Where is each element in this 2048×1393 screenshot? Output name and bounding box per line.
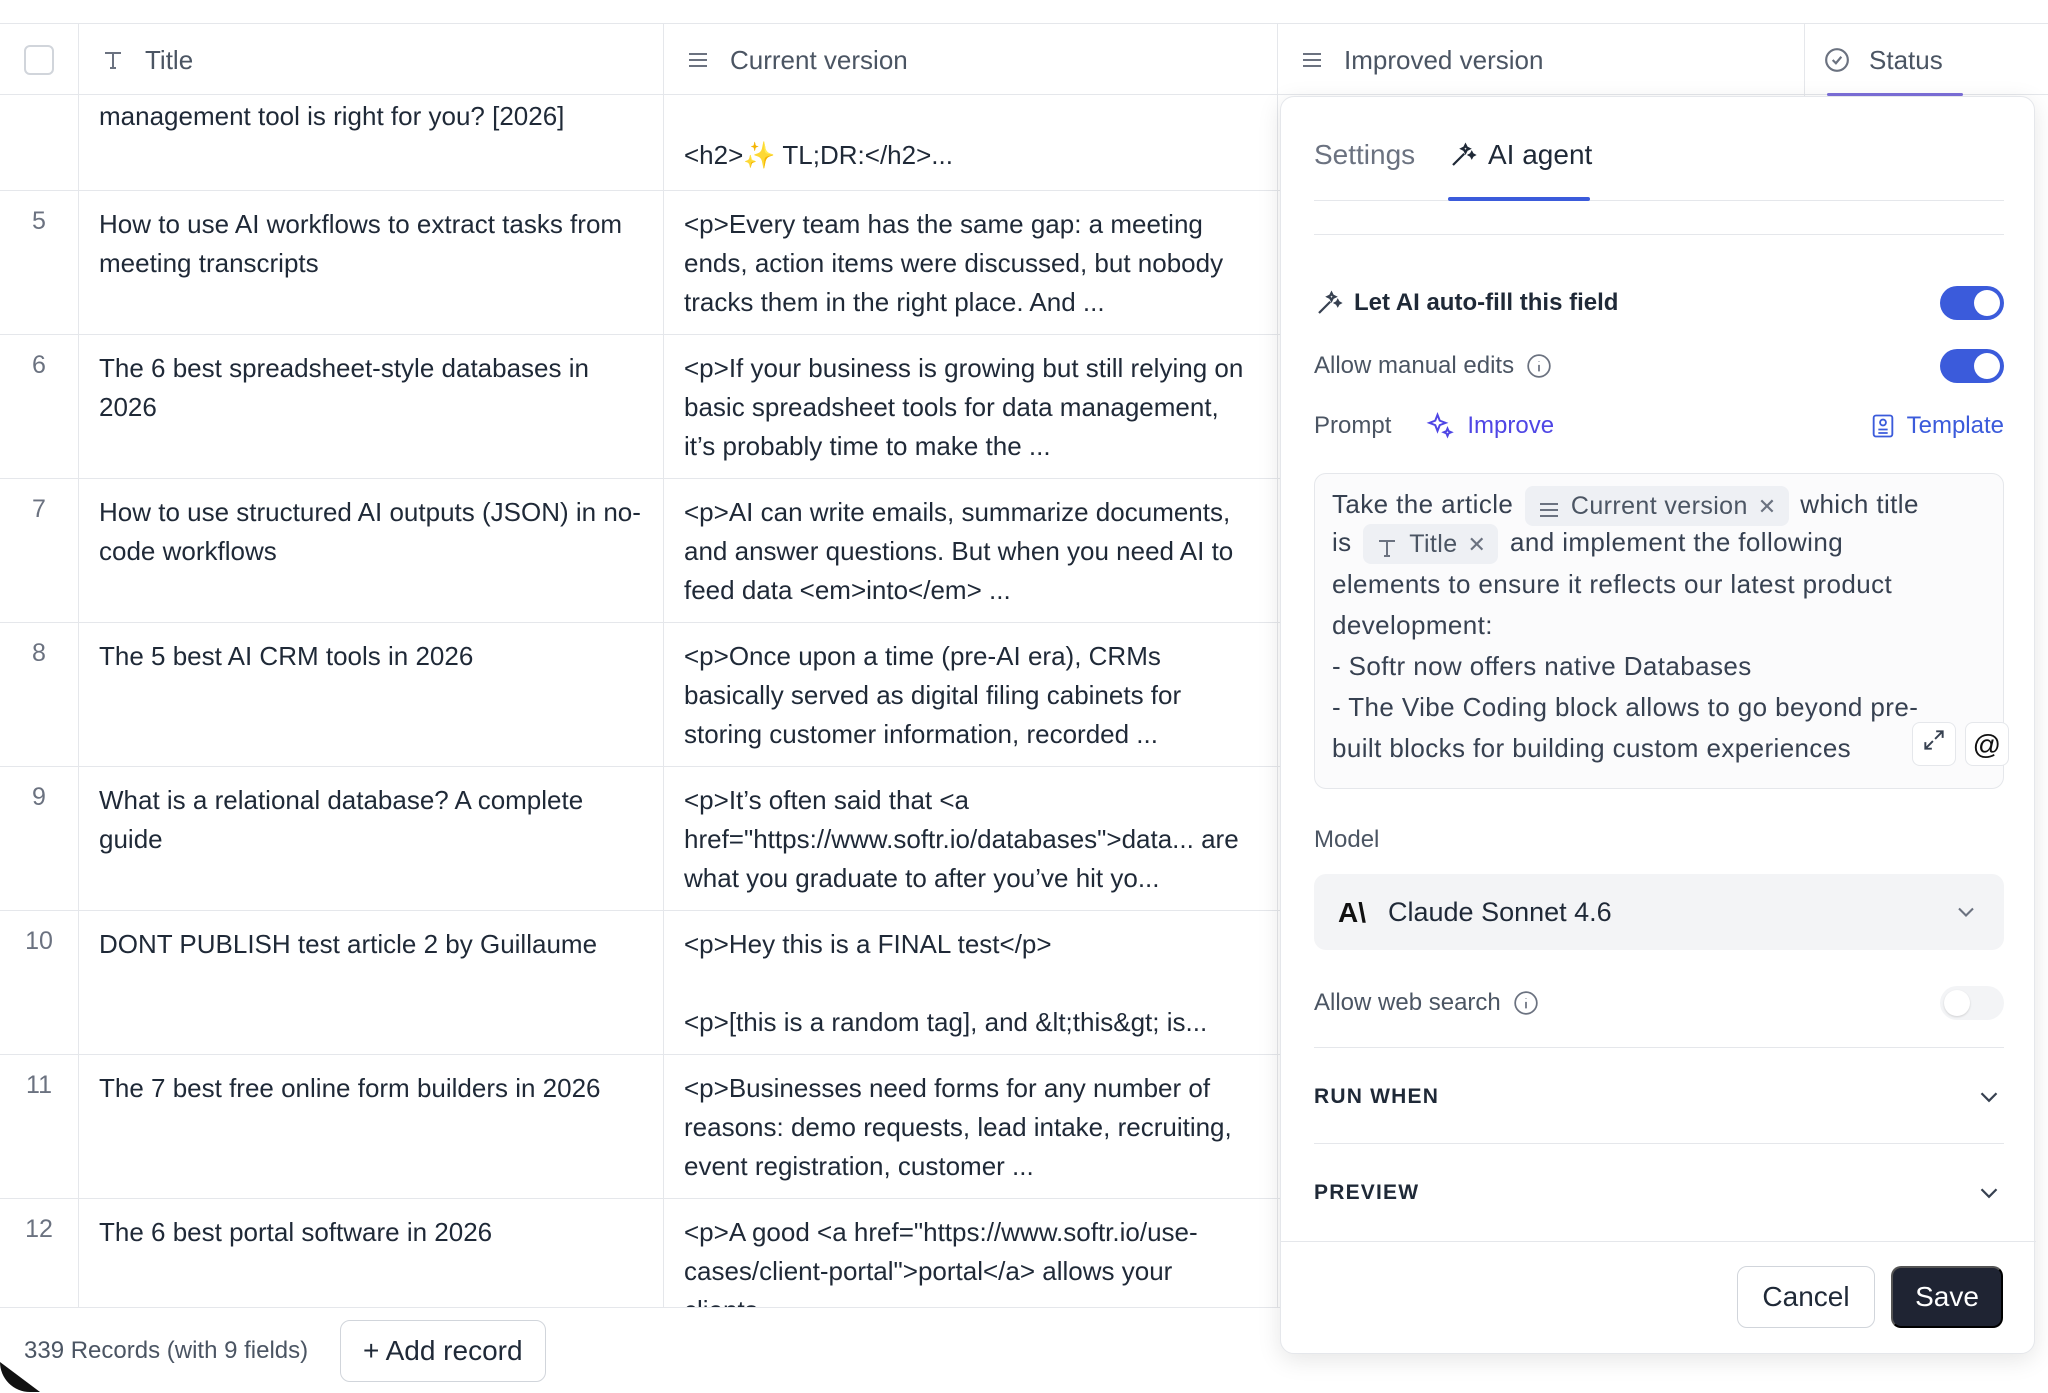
prompt-text: is xyxy=(1332,527,1352,558)
prompt-line: elements to ensure it reflects our latest product xyxy=(1332,569,1893,600)
row-number xyxy=(0,95,79,190)
long-text-icon xyxy=(1537,494,1561,518)
at-icon: @ xyxy=(1972,728,2002,760)
model-label: Model xyxy=(1314,826,1380,853)
prompt-text: which title xyxy=(1800,489,1919,519)
divider xyxy=(1281,1241,2036,1242)
preview-label: PREVIEW xyxy=(1314,1181,1420,1204)
row-number: 7 xyxy=(0,479,79,622)
manual-edits-label: Allow manual edits xyxy=(1314,352,1515,379)
table-row[interactable] xyxy=(0,623,1300,767)
divider xyxy=(1314,1047,2004,1048)
prompt-line: built blocks for building custom experiences xyxy=(1332,733,1852,764)
active-tab-indicator xyxy=(1448,197,1590,201)
cell-title[interactable]: management tool is right for you? [2026] xyxy=(79,95,664,190)
row-number: 5 xyxy=(0,191,79,334)
prompt-line xyxy=(1332,522,1987,564)
template-icon xyxy=(1869,412,1897,440)
add-record-button[interactable]: + Add record xyxy=(340,1320,546,1382)
chevron-down-icon xyxy=(1974,1082,2004,1112)
divider xyxy=(1314,1143,2004,1144)
cell-current-version[interactable]: <p>A good <a href="https://www.softr.io/use-cases/client-portal">portal</a> allows your xyxy=(664,1199,1278,1342)
cell-current-version[interactable]: <p>If your business is growing but still relying on basic spreadsheet tools for data management, it’s probably time to make the ... xyxy=(664,335,1278,478)
sparkle-wand-icon xyxy=(1448,140,1478,170)
improve-label: Improve xyxy=(1467,412,1555,439)
table-header xyxy=(0,23,2048,95)
column-header-title-label: Title xyxy=(145,44,194,75)
expand-icon xyxy=(1921,724,1947,765)
autofill-label: Let AI auto-fill this field xyxy=(1354,289,1619,316)
close-icon[interactable]: ✕ xyxy=(1757,493,1777,519)
column-header-current-version[interactable] xyxy=(664,24,1278,96)
prompt-label: Prompt xyxy=(1314,412,1392,439)
web-search-label: Allow web search xyxy=(1314,989,1501,1016)
records-count: 339 Records (with 9 fields) xyxy=(24,1336,309,1364)
close-icon[interactable]: ✕ xyxy=(1467,531,1487,557)
run-when-label: RUN WHEN xyxy=(1314,1085,1440,1108)
cell-current-version[interactable]: <p>Hey this is a FINAL test</p> <p>[this is a random tag], and &lt;this&gt; is... xyxy=(664,911,1278,1054)
toggle-knob xyxy=(1944,990,1970,1016)
cell-title[interactable]: The 7 best free online form builders in 2026 xyxy=(79,1055,664,1198)
column-header-current-label: Current version xyxy=(730,44,908,75)
cell-current-version[interactable]: <p>Once upon a time (pre-AI era), CRMs basically served as digital filing cabinets for storing customer information, recorded ... xyxy=(664,623,1278,766)
chevron-down-icon xyxy=(1952,898,1980,926)
table-row[interactable] xyxy=(0,479,1300,623)
template-button[interactable] xyxy=(1869,412,2004,440)
cell-title[interactable]: How to use structured AI outputs (JSON) in no-code workflows xyxy=(79,479,664,622)
expand-button[interactable] xyxy=(1912,722,1956,766)
table-row[interactable] xyxy=(0,95,1300,191)
prompt-editor[interactable] xyxy=(1314,473,2004,789)
long-text-icon xyxy=(1298,46,1326,74)
prompt-line: development: xyxy=(1332,610,1493,641)
prompt-text: Take the article xyxy=(1332,489,1514,519)
preview-accordion[interactable] xyxy=(1314,1173,2004,1213)
table-row[interactable] xyxy=(0,335,1300,479)
field-chip-current-version[interactable] xyxy=(1525,486,1789,526)
text-type-icon xyxy=(1375,532,1399,556)
prompt-line: - The Vibe Coding block allows to go beyond pre- xyxy=(1332,692,1919,723)
column-header-improved-version[interactable] xyxy=(1278,24,1805,96)
cell-current-version[interactable]: <p>Businesses need forms for any number of reasons: demo requests, lead intake, recruiting, event registration, customer ... xyxy=(664,1055,1278,1198)
column-header-title[interactable] xyxy=(79,24,664,96)
divider xyxy=(1314,234,2004,235)
text-type-icon xyxy=(99,46,127,74)
table-row[interactable] xyxy=(0,911,1300,1055)
row-number: 8 xyxy=(0,623,79,766)
tab-ai-agent-label: AI agent xyxy=(1488,139,1593,170)
column-header-status-label: Status xyxy=(1869,44,1943,75)
long-text-icon xyxy=(684,46,712,74)
mention-button[interactable] xyxy=(1965,722,2009,766)
column-header-improved-label: Improved version xyxy=(1344,44,1544,75)
cell-current-version[interactable]: <p>Every team has the same gap: a meeting ends, action items were discussed, but nobody tracks them in the right place. And ... xyxy=(664,191,1278,334)
cancel-button[interactable]: Cancel xyxy=(1737,1266,1875,1328)
info-icon[interactable] xyxy=(1526,353,1552,379)
improve-button[interactable] xyxy=(1425,411,1554,441)
toggle-knob xyxy=(1974,353,2000,379)
tab-ai-agent[interactable] xyxy=(1448,139,1592,171)
status-check-icon xyxy=(1823,46,1851,74)
cell-title[interactable]: The 6 best portal software in 2026 xyxy=(79,1199,664,1342)
template-label: Template xyxy=(1906,412,2004,439)
table-row[interactable] xyxy=(0,191,1300,335)
row-number: 9 xyxy=(0,767,79,910)
chip-label: Current version xyxy=(1570,491,1748,520)
autofill-row xyxy=(1314,283,2004,323)
row-number: 6 xyxy=(0,335,79,478)
cell-title[interactable]: DONT PUBLISH test article 2 by Guillaume xyxy=(79,911,664,1054)
prompt-line xyxy=(1332,484,1987,526)
web-search-row xyxy=(1314,983,2004,1023)
model-select[interactable] xyxy=(1314,874,2004,950)
cell-title[interactable]: The 6 best spreadsheet-style databases in 2026 xyxy=(79,335,664,478)
prompt-row xyxy=(1314,406,2004,446)
prompt-text: and implement the following xyxy=(1509,527,1844,558)
column-header-status[interactable] xyxy=(1805,24,2048,96)
save-button[interactable]: Save xyxy=(1891,1266,2003,1328)
table-row[interactable] xyxy=(0,1055,1300,1199)
cell-title[interactable]: What is a relational database? A complete guide xyxy=(79,767,664,910)
anthropic-logo-icon: A\ xyxy=(1338,897,1366,928)
table-row[interactable] xyxy=(0,767,1300,911)
cell-current-version[interactable]: <p>AI can write emails, summarize documents, and answer questions. But when you need AI to feed data <em>into</em> ... xyxy=(664,479,1278,622)
table-footer xyxy=(0,1307,1300,1392)
field-settings-panel xyxy=(1280,96,2035,1354)
panel-tabs xyxy=(1314,97,2004,201)
field-chip-title[interactable] xyxy=(1363,524,1498,564)
cell-title[interactable]: The 5 best AI CRM tools in 2026 xyxy=(79,623,664,766)
cell-title[interactable]: How to use AI workflows to extract tasks from meeting transcripts xyxy=(79,191,664,334)
manual-edits-toggle[interactable] xyxy=(1940,349,2004,383)
web-search-toggle[interactable] xyxy=(1940,986,2004,1020)
select-all-checkbox[interactable] xyxy=(24,45,54,75)
cell-current-version[interactable]: <h2>✨ TL;DR:</h2>... xyxy=(664,95,1278,190)
run-when-accordion[interactable] xyxy=(1314,1077,2004,1117)
info-icon[interactable] xyxy=(1513,990,1539,1016)
autofill-toggle[interactable] xyxy=(1940,286,2004,320)
row-number: 10 xyxy=(0,911,79,1054)
prompt-line: - Softr now offers native Databases xyxy=(1332,651,1752,682)
row-number: 11 xyxy=(0,1055,79,1198)
row-number: 12 xyxy=(0,1199,79,1342)
header-select-all[interactable] xyxy=(0,24,79,96)
toggle-knob xyxy=(1974,290,2000,316)
chip-label: Title xyxy=(1409,529,1458,558)
sparkles-icon xyxy=(1425,411,1455,441)
model-value: Claude Sonnet 4.6 xyxy=(1388,896,1612,927)
chevron-down-icon xyxy=(1974,1178,2004,1208)
tab-settings[interactable]: Settings xyxy=(1314,139,1416,170)
sparkle-wand-icon xyxy=(1314,288,1344,318)
manual-edits-row xyxy=(1314,346,2004,386)
table-body xyxy=(0,95,1300,1307)
cell-current-version[interactable]: <p>It’s often said that <a href="https://www.softr.io/databases">data... are what you graduate to after you’ve hit yo... xyxy=(664,767,1278,910)
